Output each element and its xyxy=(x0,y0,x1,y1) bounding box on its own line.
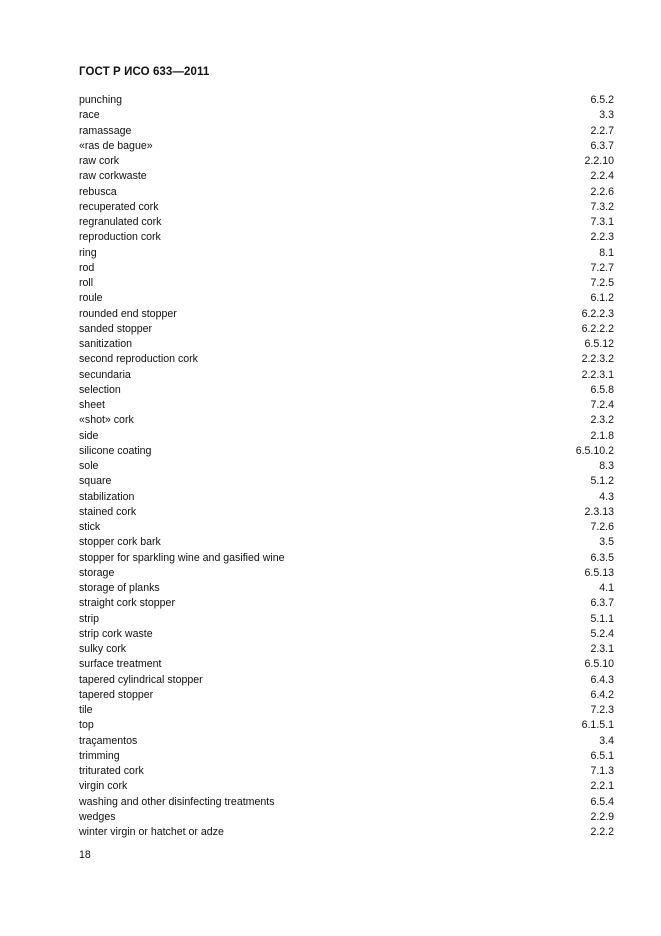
index-entry xyxy=(79,93,614,108)
index-term: virgin cork xyxy=(79,780,128,793)
index-entry xyxy=(79,673,614,688)
index-reference: 2.2.3.1 xyxy=(581,368,614,381)
index-term: side xyxy=(79,429,99,442)
index-list xyxy=(79,93,614,840)
index-reference: 6.5.4 xyxy=(590,795,614,808)
index-reference: 8.3 xyxy=(599,460,614,472)
index-reference: 2.2.9 xyxy=(590,810,614,823)
index-reference: 5.1.2 xyxy=(590,475,614,488)
index-term: wedges xyxy=(79,810,116,823)
index-entry xyxy=(79,825,614,840)
index-entry xyxy=(79,703,614,718)
index-entry xyxy=(79,337,614,352)
index-reference: 6.5.2 xyxy=(590,94,614,106)
index-entry xyxy=(79,505,614,520)
index-term: roll xyxy=(79,277,94,289)
index-entry xyxy=(79,276,614,291)
page-number: 18 xyxy=(79,849,91,861)
index-reference: 2.2.1 xyxy=(590,780,614,793)
index-term: raw corkwaste xyxy=(79,170,147,183)
index-reference: 2.3.1 xyxy=(590,643,614,655)
index-term: punching xyxy=(79,94,123,106)
index-reference: 2.2.10 xyxy=(584,155,614,167)
index-entry xyxy=(79,352,614,367)
index-entry xyxy=(79,581,614,596)
index-reference: 3.3 xyxy=(599,109,614,122)
index-reference: 6.2.2.2 xyxy=(581,322,614,335)
index-term: sulky cork xyxy=(79,643,127,655)
index-reference: 6.5.13 xyxy=(584,566,614,579)
index-entry xyxy=(79,459,614,474)
index-term: tapered cylindrical stopper xyxy=(79,673,203,686)
index-reference: 6.4.2 xyxy=(590,688,614,701)
index-entry xyxy=(79,230,614,245)
index-term: rod xyxy=(79,261,95,274)
index-term: traçamentos xyxy=(79,734,138,747)
index-reference: 6.1.2 xyxy=(590,292,614,305)
index-term: triturated cork xyxy=(79,765,144,777)
index-entry xyxy=(79,596,614,611)
index-term: storage xyxy=(79,566,115,579)
index-entry xyxy=(79,169,614,184)
index-term: square xyxy=(79,475,112,488)
index-entry xyxy=(79,307,614,322)
index-term: regranulated cork xyxy=(79,216,162,228)
index-term: washing and other disinfecting treatments xyxy=(79,795,275,808)
index-entry xyxy=(79,718,614,733)
index-reference: 6.4.3 xyxy=(590,673,614,686)
index-entry xyxy=(79,185,614,200)
index-reference: 6.5.12 xyxy=(584,338,614,350)
index-reference: 7.2.6 xyxy=(590,521,614,533)
index-term: sheet xyxy=(79,399,105,411)
index-entry xyxy=(79,413,614,428)
index-entry xyxy=(79,444,614,459)
index-term: raw cork xyxy=(79,155,120,167)
index-term: rebusca xyxy=(79,185,117,198)
index-reference: 3.5 xyxy=(599,536,614,549)
index-reference: 2.2.3.2 xyxy=(581,353,614,366)
index-term: storage of planks xyxy=(79,582,160,594)
index-entry xyxy=(79,810,614,825)
index-reference: 7.2.5 xyxy=(590,277,614,289)
index-reference: 6.5.8 xyxy=(590,383,614,396)
index-entry xyxy=(79,429,614,444)
index-reference: 2.2.2 xyxy=(590,826,614,838)
index-term: selection xyxy=(79,383,121,396)
index-entry xyxy=(79,200,614,215)
index-reference: 6.2.2.3 xyxy=(581,307,614,320)
index-entry xyxy=(79,657,614,672)
index-term: strip cork waste xyxy=(79,627,153,640)
index-term: reproduction cork xyxy=(79,231,161,244)
index-entry xyxy=(79,749,614,764)
index-reference: 6.3.7 xyxy=(590,597,614,610)
index-term: «shot» cork xyxy=(79,414,134,427)
index-entry xyxy=(79,291,614,306)
index-entry xyxy=(79,368,614,383)
index-entry xyxy=(79,734,614,749)
index-reference: 2.2.3 xyxy=(590,231,614,244)
index-reference: 7.2.3 xyxy=(590,704,614,716)
index-reference: 4.3 xyxy=(599,490,614,503)
index-term: straight cork stopper xyxy=(79,597,175,610)
index-term: recuperated cork xyxy=(79,200,159,213)
index-reference: 6.3.5 xyxy=(590,551,614,564)
index-reference: 6.5.1 xyxy=(590,749,614,762)
index-reference: 7.1.3 xyxy=(590,765,614,777)
index-entry xyxy=(79,154,614,169)
index-term: rounded end stopper xyxy=(79,307,177,320)
index-term: sole xyxy=(79,460,99,472)
index-reference: 8.1 xyxy=(599,246,614,259)
index-reference: 7.3.2 xyxy=(590,200,614,213)
index-entry xyxy=(79,398,614,413)
index-term: stained cork xyxy=(79,505,137,518)
index-reference: 7.2.4 xyxy=(590,399,614,411)
index-term: sanded stopper xyxy=(79,322,153,335)
index-term: ring xyxy=(79,246,97,259)
index-entry xyxy=(79,612,614,627)
index-term: trimming xyxy=(79,749,120,762)
index-reference: 2.2.6 xyxy=(590,185,614,198)
index-entry xyxy=(79,566,614,581)
index-term: stabilization xyxy=(79,490,135,503)
index-reference: 6.1.5.1 xyxy=(581,719,614,732)
index-reference: 4.1 xyxy=(599,582,614,594)
index-term: strip xyxy=(79,612,100,625)
index-entry xyxy=(79,139,614,154)
index-entry xyxy=(79,108,614,123)
index-term: second reproduction cork xyxy=(79,353,198,366)
index-reference: 6.3.7 xyxy=(590,139,614,152)
index-entry xyxy=(79,642,614,657)
document-header: ГОСТ Р ИСО 633—2011 xyxy=(79,66,210,78)
index-entry xyxy=(79,215,614,230)
index-entry xyxy=(79,627,614,642)
index-entry xyxy=(79,383,614,398)
index-entry xyxy=(79,795,614,810)
index-entry xyxy=(79,124,614,139)
index-term: «ras de bague» xyxy=(79,139,153,152)
index-entry xyxy=(79,490,614,505)
index-entry xyxy=(79,474,614,489)
index-term: surface treatment xyxy=(79,658,162,671)
index-entry xyxy=(79,261,614,276)
index-reference: 3.4 xyxy=(599,734,614,747)
index-reference: 7.2.7 xyxy=(590,261,614,274)
index-reference: 7.3.1 xyxy=(590,216,614,228)
index-term: secundaria xyxy=(79,368,131,381)
index-term: stick xyxy=(79,521,101,533)
index-reference: 6.5.10 xyxy=(584,658,614,671)
index-term: tapered stopper xyxy=(79,688,154,701)
index-entry xyxy=(79,764,614,779)
index-entry xyxy=(79,322,614,337)
index-reference: 2.3.2 xyxy=(590,414,614,427)
index-term: stopper for sparkling wine and gasified wine xyxy=(79,551,285,564)
index-reference: 5.2.4 xyxy=(590,627,614,640)
index-entry xyxy=(79,551,614,566)
index-reference: 2.1.8 xyxy=(590,429,614,442)
index-entry xyxy=(79,688,614,703)
index-entry xyxy=(79,520,614,535)
index-term: ramassage xyxy=(79,124,132,137)
index-term: winter virgin or hatchet or adze xyxy=(79,826,224,838)
index-reference: 2.2.7 xyxy=(590,124,614,137)
index-reference: 6.5.10.2 xyxy=(575,444,614,457)
index-reference: 2.3.13 xyxy=(584,505,614,518)
index-reference: 5.1.1 xyxy=(590,612,614,625)
index-term: tile xyxy=(79,704,93,716)
index-term: stopper cork bark xyxy=(79,536,161,549)
index-term: sanitization xyxy=(79,338,132,350)
index-term: top xyxy=(79,719,94,732)
index-reference: 2.2.4 xyxy=(590,170,614,183)
index-entry xyxy=(79,535,614,550)
index-term: silicone coating xyxy=(79,444,152,457)
index-entry xyxy=(79,779,614,794)
index-term: race xyxy=(79,109,100,122)
index-entry xyxy=(79,246,614,261)
index-term: roule xyxy=(79,292,103,305)
